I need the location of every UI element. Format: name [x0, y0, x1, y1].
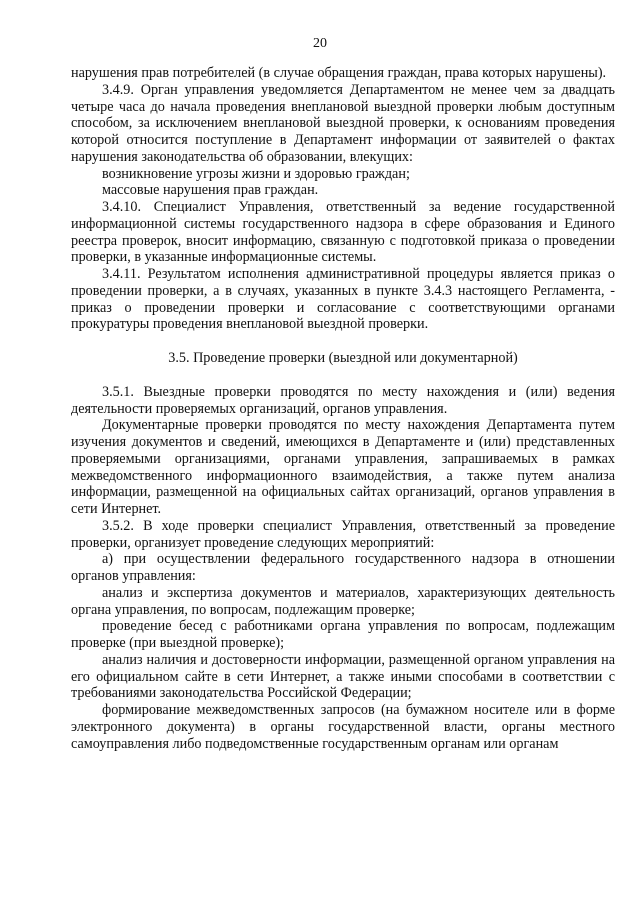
list-item-requests: формирование межведомственных запросов (на бумажном носителе или в форме электронного документа) в органы государственной власти, органы местного самоуправления либо подведомственные государственным органам или органам: [71, 702, 615, 752]
list-item-interviews: проведение бесед с работниками органа управления по вопросам, подлежащим проверке (при выездной проверке);: [71, 618, 615, 651]
paragraph-3-5-2: 3.5.2. В ходе проверки специалист Управления, ответственный за проведение проверки, организует проведение следующих мероприятий:: [71, 517, 615, 551]
list-item-website-analysis: анализ наличия и достоверности информации, размещенной органом управления на его официальном сайте в сети Интернет, а также иными способами в соответствии с требованиями законодательства Российской Федерации;: [71, 651, 615, 702]
section-heading-3-5: 3.5. Проведение проверки (выездной или документарной): [168, 350, 518, 366]
paragraph-documentary-checks: Документарные проверки проводятся по месту нахождения Департамента путем изучения документов и сведений, имеющихся в Департаменте и (или) представленных проверяемыми организациями, органами управления, запрашиваемых в рамках межведомственного информационного взаимодействия, а также путем анализа информации, размещенной на официальных сайтах организаций, органов управления в сети Интернет.: [71, 417, 615, 517]
page-number: 20: [313, 36, 327, 51]
list-item-threat: возникновение угрозы жизни и здоровью граждан;: [102, 165, 410, 182]
paragraph-3-4-10: 3.4.10. Специалист Управления, ответственный за ведение государственной информационной системы государственного надзора в сфере образования и Единого реестра проверок, вносит информацию, связанную с подготовкой приказа о проведении проверки, в указанные информационные системы.: [71, 199, 615, 266]
paragraph-3-5-1: 3.5.1. Выездные проверки проводятся по месту нахождения и (или) ведения деятельности проверяемых организаций, органов управления.: [71, 383, 615, 417]
list-item-mass-violations: массовые нарушения прав граждан.: [102, 182, 319, 199]
paragraph-3-4-9: 3.4.9. Орган управления уведомляется Департаментом не менее чем за двадцать четыре часа до начала проведения внеплановой выездной проверки любым доступным способом, за исключением внеплановой выездной проверки, к основаниям проведения которой относится поступление в Департамент информации от заявителей о фактах нарушения законодательства об образовании, влекущих:: [71, 81, 615, 165]
paragraph-continuation: нарушения прав потребителей (в случае обращения граждан, права которых нарушены).: [71, 65, 607, 81]
paragraph-3-4-11: 3.4.11. Результатом исполнения административной процедуры является приказ о проведении проверки, а в случаях, указанных в пункте 3.4.3 настоящего Регламента, - приказ о проведении проверки и согласование с соответствующими органами прокуратуры проведения внеплановой выездной проверки.: [71, 266, 615, 333]
document-body: [71, 65, 615, 752]
list-item-a: а) при осуществлении федерального государственного надзора в отношении органов управления:: [71, 551, 615, 584]
list-item-analysis: анализ и экспертиза документов и материалов, характеризующих деятельность органа управления, по вопросам, подлежащим проверке;: [71, 584, 615, 618]
